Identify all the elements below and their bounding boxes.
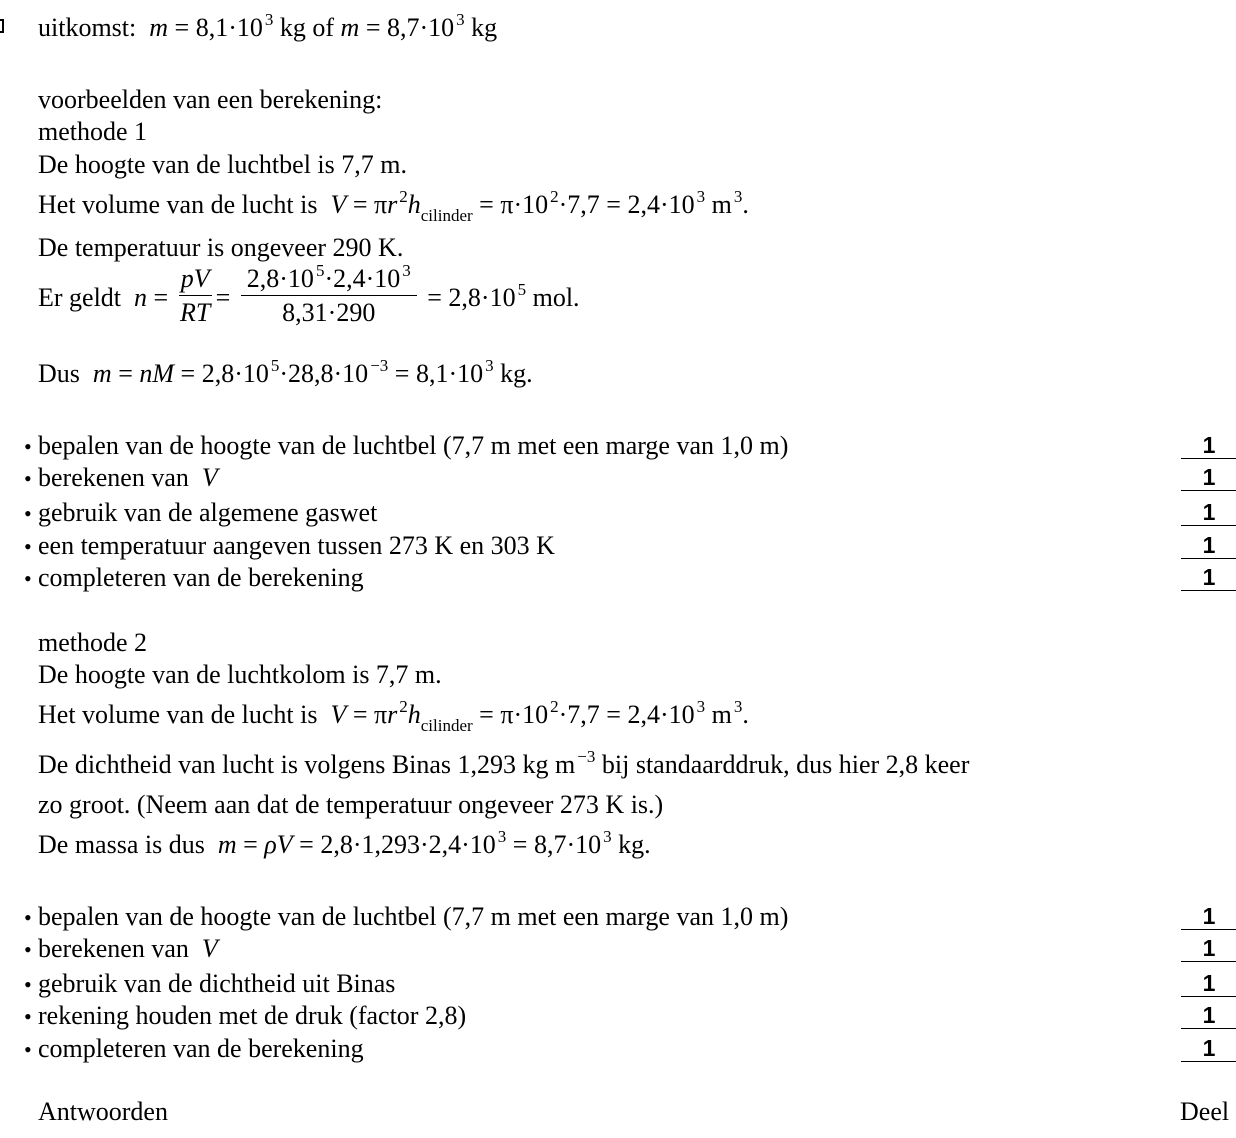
footer-right: Deel [1180, 1097, 1230, 1126]
checkbox-icon [0, 19, 4, 33]
criterion-item: • berekenen van V [24, 934, 218, 963]
criterion-item: • gebruik van de algemene gaswet [24, 498, 378, 527]
method1-volume-line: Het volume van de lucht is V = πr $^2h_{cilinder} = \pi\cdot 10$ $^2$·7,7 = 2,4·10 $^3$ m $^3$. [38, 187, 749, 225]
pv-rt-fraction: $\frac{pV}{RT}$ [179, 264, 211, 327]
method2-title: methode 2 [38, 628, 148, 657]
method2-mass-line: De massa is dus m = ρV = 2,8·1,293·2,4·10 $^3$ = 8,7·10 $^3$ kg. [38, 827, 651, 859]
score-value: 1 [1181, 465, 1236, 491]
method1-mass-line: Dus m = nM = 2,8·10 $^5$·28,8·10 $^{-3}$ = 8,1·10 $^3$ kg. [38, 356, 533, 388]
method2-volume-line: Het volume van de lucht is V = πr $^2h_{cilinder} = \pi\cdot 10$ $^2$·7,7 = 2,4·10 $^3$ m $^3$. [38, 697, 749, 735]
score-value: 1 [1181, 533, 1236, 559]
score-value: 1 [1181, 904, 1236, 930]
criterion-item: • berekenen van V [24, 463, 218, 492]
score-value: 1 [1181, 1036, 1236, 1062]
outcome-line: uitkomst: m = 8,1·10 $^3$ kg of m = 8,7·10 $^3$ kg [38, 10, 498, 42]
criterion-item: • een temperatuur aangeven tussen 273 K en 303 K [24, 531, 555, 560]
criterion-item: • completeren van de berekening [24, 563, 364, 592]
method2-height-line: De hoogte van de luchtkolom is 7,7 m. [38, 660, 442, 689]
score-value: 1 [1181, 936, 1236, 962]
score-value: 1 [1181, 971, 1236, 997]
method1-gas-line: Er geldt n = $\frac{pV}{RT}$ = $\frac{2,8\cdot 10 ^5\cdot 2,4\cdot 10 ^3}{8,31\cdot 290}$ = 2,8·10 $^5$ mol. [38, 261, 580, 327]
criterion-item: • rekening houden met de druk (factor 2,8) [24, 1001, 467, 1030]
method1-height-line: De hoogte van de luchtbel is 7,7 m. [38, 150, 407, 179]
score-value: 1 [1181, 433, 1236, 459]
criterion-item: • bepalen van de hoogte van de luchtbel (7,7 m met een marge van 1,0 m) [24, 431, 789, 460]
method1-title: methode 1 [38, 117, 148, 146]
gas-value-fraction: $\frac{2,8\cdot 10 ^5\cdot 2,4\cdot 10 ^3}{8,31\cdot 290}$ [241, 266, 417, 326]
criterion-item: • completeren van de berekening [24, 1034, 364, 1063]
method2-density-line: De dichtheid van lucht is volgens Binas 1,293 kg m $^{-3}$ bij standaarddruk, dus hier 2,8 keer [38, 747, 970, 779]
footer-left: Antwoorden [38, 1097, 168, 1126]
score-value: 1 [1181, 500, 1236, 526]
criterion-item: • bepalen van de hoogte van de luchtbel (7,7 m met een marge van 1,0 m) [24, 902, 789, 931]
intro-text: voorbeelden van een berekening: [38, 85, 383, 114]
criterion-item: • gebruik van de dichtheid uit Binas [24, 969, 396, 998]
score-value: 1 [1181, 565, 1236, 591]
method1-temp-line: De temperatuur is ongeveer 290 K. [38, 233, 404, 262]
score-value: 1 [1181, 1003, 1236, 1029]
method2-density-line2: zo groot. (Neem aan dat de temperatuur ongeveer 273 K is.) [38, 790, 664, 819]
